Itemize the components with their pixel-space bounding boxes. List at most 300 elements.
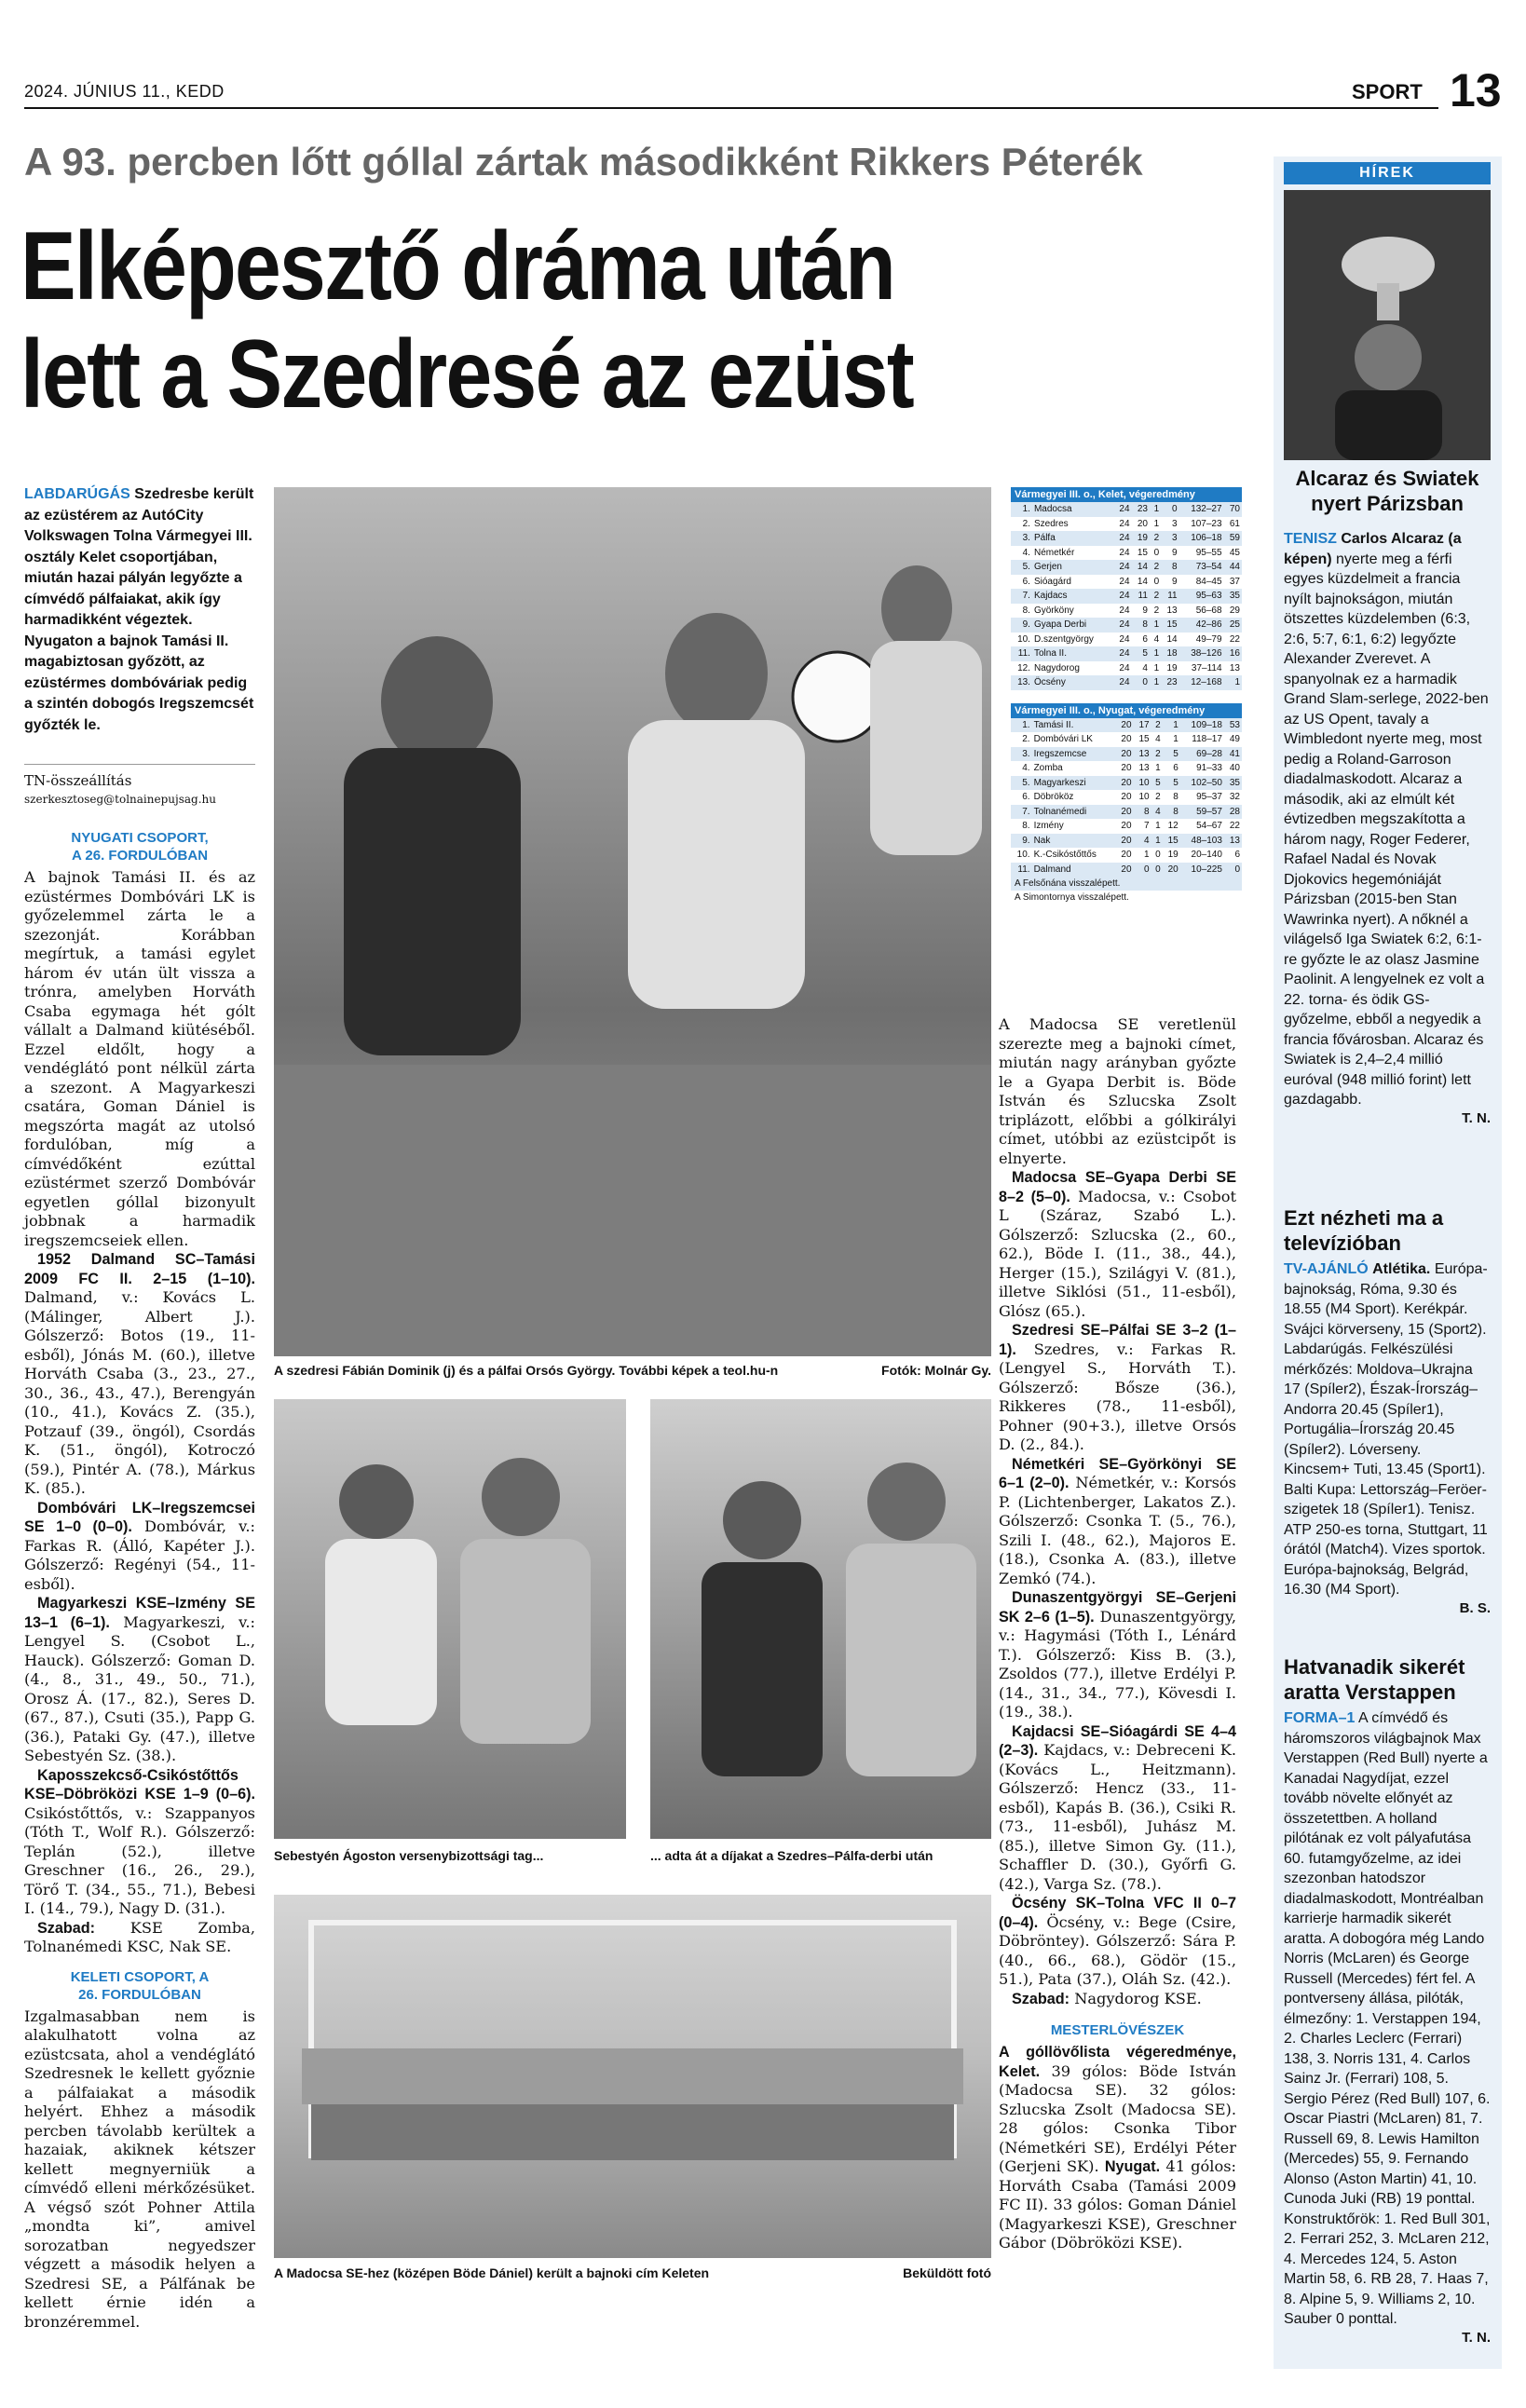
stat-cell: 19 [1166, 662, 1178, 673]
stat-cell: 15 [1138, 734, 1150, 745]
stat-cell: 1 [1150, 618, 1161, 633]
stat-cell: 70 [1224, 502, 1242, 517]
team-name-cell: Magyarkeszi [1032, 776, 1116, 791]
match-details: Dunaszentgyörgy, v.: Hagymási (Tóth I., Lénárd T.). Gólszerző: Kiss B. (3.), Zsoldos (77.), illetve Erdélyi P. (14., 31., 34., 77.), Kövesdi I. (19., 38.). [999, 1607, 1236, 1721]
team-name-cell: Öcsény [1032, 675, 1113, 690]
table-row [1011, 646, 1242, 661]
stat-cell: 15 [1163, 834, 1180, 849]
stat-cell: 8 [1173, 792, 1179, 803]
stat-cell: 12 [1167, 821, 1179, 832]
section-label: SPORT [1352, 80, 1423, 103]
stat-cell: 28 [1224, 805, 1242, 820]
stat-cell: 109–18 [1180, 718, 1224, 733]
stat-cell: 20–140 [1191, 850, 1222, 861]
story-headline: Hatvanadik sikerét aratta Verstappen [1284, 1655, 1465, 1704]
story-tag: TENISZ [1284, 531, 1337, 547]
stat-cell: 0 [1161, 502, 1179, 517]
stat-cell: 69–28 [1180, 747, 1224, 762]
match-heading: Németkéri SE–Györkönyi SE 6–1 (2–0). [999, 1455, 1236, 1491]
table-nyugat [1011, 718, 1242, 877]
match-heading: Dunaszentgyörgyi SE–Gerjeni SK 2–6 (1–5). [999, 1589, 1236, 1626]
table-row [1011, 575, 1242, 590]
lead-paragraph [24, 484, 255, 736]
match-details: Magyarkeszi, v.: Lengyel S. (Csobot L., Hauck). Gólszerző: Goman D. (4., 8., 31., 49., 50., 71.), Orosz Á. (17., 82.), Seres D. (67., 87.), Csuti (35.), Papp G. (36.), Pataki Gy. (47.), illetve Sebestyén Sz. (38.). [24, 1612, 255, 1764]
stat-cell: 10–225 [1180, 863, 1224, 877]
stat-cell: 0 [1151, 863, 1163, 877]
stat-cell: 4 [1142, 662, 1148, 673]
sidebar-story-tennis [1284, 466, 1491, 1126]
table-row [1011, 560, 1242, 575]
stat-cell: 2. [1022, 734, 1030, 745]
result-paragraph [24, 1594, 255, 1766]
stat-cell: 2 [1151, 747, 1163, 762]
stat-cell: 1 [1163, 718, 1180, 733]
story-signature: T. N. [1462, 2329, 1491, 2346]
stat-cell: 11 [1161, 589, 1179, 604]
sidebar-story-tv [1284, 1205, 1491, 1616]
stat-cell: 2 [1153, 605, 1160, 616]
stat-cell: 9. [1011, 618, 1032, 633]
match-heading: A góllövőlista végeredménye, Kelet. [999, 2044, 1236, 2080]
match-details: 39 gólos: Böde István (Madocsa SE). 32 gólos: Szlucska Zsolt (Madocsa SE). 28 gólos: Csonka Tibor (Németkéri SE), Erdélyi Péter (Gerjeni SK). [999, 2061, 1236, 2175]
stat-cell: 5. [1011, 560, 1032, 575]
kicker: A 93. percben lőtt góllal zártak másodikként Rikkers Péterék [24, 140, 1143, 184]
main-match-photo [274, 487, 991, 1356]
table-row [1011, 776, 1242, 791]
table-row [1011, 502, 1242, 517]
stat-cell: 38–126 [1179, 646, 1224, 661]
match-heading: Dombóvári LK–Iregszemcsei SE 1–0 (0–0). [24, 1499, 255, 1535]
subhead-scorers: MESTERLÖVÉSZEK [1050, 2022, 1185, 2038]
stat-cell: 24 [1119, 662, 1130, 673]
stat-cell: 24 [1113, 531, 1131, 546]
stat-cell: 20 [1121, 792, 1132, 803]
stat-cell: 1 [1153, 662, 1160, 673]
team-name-cell: Dalmand [1032, 863, 1116, 877]
table-row [1011, 661, 1242, 676]
stat-cell: 13 [1166, 605, 1178, 616]
story-tag: FORMA–1 [1284, 1710, 1356, 1726]
stat-cell: 17 [1134, 718, 1151, 733]
stat-cell: 6. [1022, 792, 1030, 803]
stat-cell: 15 [1137, 547, 1148, 558]
result-paragraph [24, 1919, 255, 1957]
stat-cell: 1. [1011, 502, 1032, 517]
stat-cell: 95–55 [1195, 547, 1222, 558]
page-number: 13 [1450, 64, 1502, 116]
table-note: A Simontornya visszalépett. [1015, 892, 1129, 903]
stat-cell: 25 [1224, 618, 1242, 633]
team-name-cell: Gerjen [1032, 560, 1113, 575]
stat-cell: 35 [1224, 589, 1242, 604]
table-row [1011, 675, 1242, 690]
team-name-cell: Nak [1032, 834, 1116, 849]
stat-cell: 24 [1113, 618, 1131, 633]
team-photo-illustration [274, 1895, 991, 2258]
match-details: Madocsa, v.: Csobot L (Száraz, Szabó L.). Gólszerző: Szlucska (2., 60., 62.), Böde I. (11., 38., 44.), Herger (15.), Szilágyi V. (81.), illetve Siklósi (51., 11-esből), Glósz (65.). [999, 1187, 1236, 1320]
stat-cell: 53 [1224, 718, 1242, 733]
stat-cell: 0 [1224, 863, 1242, 877]
match-heading: Magyarkeszi KSE–Izmény SE 13–1 (6–1). [24, 1595, 255, 1631]
stat-cell: 20 [1115, 747, 1133, 762]
stat-cell: 19 [1167, 850, 1179, 861]
table-row [1011, 732, 1242, 747]
match-details: KSE Zomba, Tolnanémedi KSC, Nak SE. [24, 1918, 255, 1955]
stat-cell: 11. [1011, 863, 1032, 877]
headline [20, 212, 1078, 429]
team-name-cell: Tamási II. [1032, 718, 1116, 733]
stat-cell: 95–37 [1196, 792, 1222, 803]
table-row [1011, 805, 1242, 820]
stat-cell: 1 [1150, 646, 1161, 661]
article-column-3 [999, 1015, 1236, 2253]
sidebar-story-f1 [1284, 1654, 1491, 2346]
stat-cell: 22 [1229, 821, 1240, 832]
stat-cell: 1 [1144, 850, 1150, 861]
stat-cell: 8. [1022, 821, 1030, 832]
table-row [1011, 618, 1242, 633]
stat-cell: 20 [1121, 821, 1132, 832]
stat-cell: 42–86 [1179, 618, 1224, 633]
stat-cell: 40 [1229, 763, 1240, 774]
story-bold: Carlos Alcaraz (a képen) [1284, 531, 1462, 567]
stat-cell: 2 [1150, 531, 1161, 546]
right-photo-caption: ... adta át a díjakat a Szedres–Pálfa-derbi után [650, 1848, 933, 1863]
team-name-cell: Zomba [1033, 763, 1063, 774]
table-row [1011, 848, 1242, 863]
paragraph: Izgalmasabban nem is alakulhatott volna az ezüstcsata, ahol a vendéglátó Szedresnek le kellett győznie a pálfaiakat a második helyért. Ehhez a második percben távolabb kerültek a hazaiak, akiknek kétszer kellett megnyerniük a címvédő elleni mérkőzésüket. A végső szót Pohner Attila „mondta ki”, amivel sorozatban negyedszer végzett a második helyen a Szedresi SE, a Pálfának be kellett érnie idén a bronzéremmel. [24, 2007, 255, 2331]
stat-cell: 6 [1173, 763, 1179, 774]
paragraph: A Madocsa SE veretlenül szerezte meg a bajnoki címet, miután nagy arányban győzte le a Gyapa Derbit is. Böde István és Szlucska Zsolt triplázott, előbbi a gólkirályi címet, utóbbi az ezüstcipőt is elnyerte. [999, 1015, 1236, 1167]
stat-cell: 20 [1121, 734, 1132, 745]
stat-cell: 12–168 [1179, 675, 1224, 690]
team-name-cell: Dombóvári LK [1033, 734, 1093, 745]
stat-cell: 24 [1113, 675, 1131, 690]
stat-cell: 73–54 [1179, 560, 1224, 575]
stat-cell: 5 [1132, 646, 1150, 661]
stat-cell: 14 [1166, 633, 1178, 645]
stat-cell: 20 [1115, 776, 1133, 791]
stat-cell: 54–67 [1196, 821, 1222, 832]
stat-cell: 24 [1113, 646, 1131, 661]
stat-cell: 41 [1224, 747, 1242, 762]
match-details: Öcsény, v.: Bege (Csire, Döbröntey). Gólszerző: Sára P. (40., 66., 68.), Gödör (15., 51.), Pata (37.), Oláh Sz. (42.). [999, 1912, 1236, 1988]
stat-cell: 59–57 [1180, 805, 1224, 820]
stat-cell: 35 [1224, 776, 1242, 791]
stat-cell: 49 [1229, 734, 1240, 745]
stat-cell: 8 [1134, 805, 1151, 820]
stat-cell: 4. [1022, 763, 1030, 774]
stat-cell: 5 [1163, 776, 1180, 791]
stat-cell: 0 [1153, 576, 1160, 587]
stat-cell: 9 [1172, 576, 1178, 587]
table-row [1011, 517, 1242, 532]
stat-cell: 0 [1153, 547, 1160, 558]
match-heading: Kajdacsi SE–Sióagárdi SE 4–4 (2–3). [999, 1722, 1236, 1759]
stat-cell: 2 [1150, 589, 1161, 604]
table-row [1011, 604, 1242, 619]
team-name-cell: Pálfa [1032, 531, 1113, 546]
team-name-cell: Madocsa [1032, 502, 1113, 517]
stat-cell: 18 [1161, 646, 1179, 661]
table-row [1011, 589, 1242, 604]
stat-cell: 91–33 [1196, 763, 1222, 774]
stat-cell: 12. [1017, 662, 1030, 673]
stat-cell: 29 [1229, 605, 1240, 616]
match-heading: Kaposszekcső-Csikóstőttős KSE–Döbröközi KSE 1–9 (0–6). [24, 1766, 255, 1803]
team-name-cell: Szedres [1033, 518, 1069, 529]
stat-cell: 49–79 [1195, 633, 1222, 645]
stat-cell: 14 [1137, 576, 1148, 587]
stat-cell: 45 [1229, 547, 1240, 558]
stat-cell: 1 [1150, 675, 1161, 690]
stat-cell: 4 [1155, 734, 1161, 745]
standings-tables [1011, 487, 1242, 905]
match-heading: Nyugat. [1104, 2158, 1161, 2175]
table-row [1011, 531, 1242, 546]
table-row [1011, 718, 1242, 733]
match-heading: Szedresi SE–Pálfai SE 3–2 (1–1). [999, 1322, 1236, 1358]
team-photo-credit: Beküldött fotó [903, 2265, 991, 2280]
result-paragraph [999, 1321, 1236, 1455]
stat-cell: 10. [1017, 633, 1030, 645]
main-photo-credit: Fotók: Molnár Gy. [881, 1363, 991, 1378]
stat-cell: 61 [1229, 518, 1240, 529]
stat-cell: 11 [1132, 589, 1150, 604]
stat-cell: 4 [1134, 834, 1151, 849]
team-name-cell: Tolna II. [1032, 646, 1113, 661]
table-row [1011, 633, 1242, 647]
stat-cell: 132–27 [1179, 502, 1224, 517]
stat-cell: 37–114 [1191, 662, 1222, 673]
stat-cell: 24 [1113, 589, 1131, 604]
stat-cell: 10. [1016, 850, 1030, 861]
table-kelet-title: Vármegyei III. o., Kelet, végeredmény [1011, 487, 1242, 502]
result-paragraph [24, 1766, 255, 1919]
stat-cell: 9. [1011, 834, 1032, 849]
team-photo [274, 1895, 991, 2258]
match-details: Németkér, v.: Korsós P. (Lichtenberger, Lakatos Z.). Gólszerző: Csonka T. (5., 76.), Szili I. (48., 62.), Majoros E. (18.), Csonka A. (83.), illetve Zemkó (74.). [999, 1474, 1236, 1587]
stat-cell: 9 [1142, 605, 1148, 616]
stat-cell: 3. [1011, 747, 1032, 762]
stat-cell: 20 [1115, 834, 1133, 849]
table-row [1011, 761, 1242, 776]
result-paragraph [999, 1168, 1236, 1321]
stat-cell: 56–68 [1195, 605, 1222, 616]
team-name-cell: Tolnanémedi [1032, 805, 1116, 820]
lead-text: Szedresbe került az ezüstérem az AutóCity Volkswagen Tolna Vármegyei III. osztály Kelet csoportjában, miután hazai pályán legyőzte a címvédő pálfaiakat, akik így harmadikként végeztek. Nyugaton a bajnok Tamási II. magabiztosan győzött, az ezüstérmes dombóváriak pedig a szintén dobogós Iregszemcsét győzték le. [24, 486, 254, 733]
stat-cell: 2 [1150, 560, 1161, 575]
story-bold: Atlétika. [1372, 1261, 1431, 1277]
team-name-cell: Iregszemcse [1032, 747, 1116, 762]
stat-cell: 24 [1113, 560, 1131, 575]
stat-cell: 20 [1121, 850, 1132, 861]
story-text [1284, 529, 1491, 1110]
award-photo-right [650, 1399, 991, 1839]
match-details: Kajdacs, v.: Debreceni K. (Kovács L., Heitzmann). Gólszerző: Hencz (33., 11-esből), Kapás B. (36.), Csiki R. (73., 11-esből), Juhász M. (85.), illetve Simon Gy. (11.), Schaffler D. (30.), Győrfi G. (42.), Varga Sz. (78.). [999, 1741, 1236, 1893]
stat-cell: 1 [1155, 763, 1161, 774]
stat-cell: 10 [1138, 792, 1150, 803]
result-paragraph [999, 1588, 1236, 1722]
byline-name: TN-összeállítás [24, 772, 132, 789]
stat-cell: 20 [1163, 863, 1180, 877]
trophy-photo-illustration [1284, 190, 1491, 460]
stat-cell: 24 [1119, 576, 1130, 587]
stat-cell: 16 [1224, 646, 1242, 661]
stat-cell: 20 [1115, 718, 1133, 733]
stat-cell: 107–23 [1191, 518, 1222, 529]
team-name-cell: Györköny [1033, 605, 1074, 616]
subhead-nyugat: NYUGATI CSOPORT, A 26. FORDULÓBAN [71, 830, 209, 864]
stat-cell: 13 [1138, 763, 1150, 774]
stat-cell: 32 [1229, 792, 1240, 803]
stat-cell: 4 [1153, 633, 1160, 645]
story-body: nyerte meg a férfi egyes küzdelmeit a francia nyílt bajnokságon, miután ötszettes küzdelemben (6:3, 2:6, 5:7, 6:1, 6:2) legyőzte Alexander Zverevet. A spanyolnak ez a harmadik Grand Slam-serlege, 2022-ben az US Opent, tavaly a Wimbledont nyerte meg, most pedig a Roland-Garroson diadalmaskodott. Alcaraz a második, aki az elmúlt két évtizedben megszakította a három nagy, Roger Federer, Rafael Nadal és Novak Djokovics hegemóniáját Párizsban (2015-ben Stan Wawrinka nyert). A nőknél a világelső Iga Swiatek 6:2, 6:1-re győzte le az olasz Jasmine Paolinit. A lengyelnek ez volt a 22. torna- és ödik GS-győzelme, ebből a negyedik a francia fővárosban. Alcaraz és Swiatek is 2,4–2,4 millió euróval (948 millió forint) lett gazdagabb. [1284, 551, 1489, 1108]
byline [24, 764, 255, 806]
result-paragraph [999, 1455, 1236, 1589]
stat-cell: 48–103 [1180, 834, 1224, 849]
story-body: A címvédő és háromszoros világbajnok Max Verstappen (Red Bull) nyerte a Kanadai Nagydíjat, ezzel tovább növelte előnyét az összetettben. A holland pilótának ez volt pályafutása 60. futamgyőzelme, az idei szezonban hatodszor diadalmaskodott, Montréalban karrierje harmadik sikerét aratta. A dobogóra még Lando Norris (McLaren) és George Russell (Mercedes) fért fel. A pontverseny állása, pilóták, élmezőny: 1. Verstappen 194, 2. Charles Leclerc (Ferrari) 138, 3. Norris 131, 4. Carlos Sainz Jr. (Ferrari) 108, 5. Sergio Pérez (Red Bull) 107, 6. Oscar Piastri (McLaren) 81, 7. Russell 69, 8. Lewis Hamilton (Mercedes) 55, 9. Fernando Alonso (Aston Martin) 41, 10. Cunoda Juki (RB) 19 ponttal. Konstruktőrök: 1. Red Bull 301, 2. Ferrari 252, 3. McLaren 212, 4. Mercedes 124, 5. Aston Martin 58, 6. RB 28, 7. Haas 7, 8. Alpine 5, 9. Williams 2, 10. Sauber 0 ponttal. [1284, 1710, 1491, 2327]
stat-cell: 2 [1151, 718, 1163, 733]
match-details: Szedres, v.: Farkas R. (Lengyel S., Horváth T.). Gólszerző: Bősze (36.), Rikkeres (78., 11-esből), Pohner (90+3.), illetve Orsós D. (2., 84.). [999, 1340, 1236, 1453]
team-name-cell: Izmény [1033, 821, 1064, 832]
result-paragraph [999, 1990, 1236, 2009]
lead-tag: LABDARÚGÁS [24, 486, 130, 502]
stat-cell: 4. [1022, 547, 1030, 558]
stat-cell: 1 [1155, 821, 1161, 832]
match-details: Nagydorog KSE. [1074, 1989, 1202, 2007]
subhead-kelet: KELETI CSOPORT, A 26. FORDULÓBAN [70, 1968, 210, 2003]
story-tag: TV-AJÁNLÓ [1284, 1261, 1369, 1277]
stat-cell: 5 [1163, 747, 1180, 762]
stat-cell: 19 [1132, 531, 1150, 546]
table-note: A Felsőnána visszalépett. [1011, 877, 1242, 891]
main-photo-caption: A szedresi Fábián Dominik (j) és a pálfai Orsós György. További képek a teol.hu-n [274, 1363, 779, 1378]
table-row [1011, 546, 1242, 561]
stat-cell: 95–63 [1179, 589, 1224, 604]
stat-cell: 3. [1011, 531, 1032, 546]
match-details: 41 gólos: Horváth Csaba (Tamási 2009 FC II). 33 gólos: Goman Dániel (Magyarkeszi KSE), Greschner Gábor (Döbröközi KSE). [999, 2157, 1236, 2252]
table-row [1011, 819, 1242, 834]
table-kelet [1011, 502, 1242, 690]
stat-cell: 20 [1115, 805, 1133, 820]
stat-cell: 0 [1134, 863, 1151, 877]
stat-cell: 2. [1022, 518, 1030, 529]
stat-cell: 6. [1022, 576, 1030, 587]
story-headline: Ezt nézheti ma a televízióban [1284, 1206, 1444, 1255]
award-photo-right-illustration [650, 1399, 991, 1839]
stat-cell: 4 [1151, 805, 1163, 820]
team-name-cell: Nagydorog [1033, 662, 1080, 673]
stat-cell: 1. [1011, 718, 1032, 733]
stat-cell: 8 [1132, 618, 1150, 633]
sidebar-label: HÍREK [1284, 162, 1491, 184]
stat-cell: 24 [1119, 605, 1130, 616]
table-row [1011, 790, 1242, 805]
stat-cell: 59 [1224, 531, 1242, 546]
paragraph: A bajnok Tamási II. és az ezüstérmes Dombóvári LK is győzelemmel zárta le a szezonját. Korábban megírtuk, a tamási egylet három év után ült vissza a trónra, amelyben Horváth Csaba egymaga hét gólt vállalt a Dalmand kiütéséből. Ezzel eldőlt, hogy a vendéglátó pont nélkül zárta a szezont. A Magyarkeszi csatára, Goman Dániel is megszórta magát az utolsó fordulóban, míg a címvédőként ezúttal ezüstérmet szerző Dombóvár egyetlen góllal bizonyult jobbnak a harmadik iregszemcseiek ellen. [24, 868, 255, 1249]
stat-cell: 7 [1144, 821, 1150, 832]
match-details: Dalmand, v.: Kovács L. (Málinger, Albert J.). Gólszerző: Botos (19., 11-esből), Jónás M. (60.), illetve Horváth Csaba (3., 23., 27., 30., 36., 43., 47.), Berengyán (10., 41.), Kovács Z. (35.), Potzauf (39., öngól), Csordás K. (51., öngól), Kotroczó (59.), Pintér A. (78.), Márkus K. (85.). [24, 1288, 255, 1497]
stat-cell: 5 [1151, 776, 1163, 791]
team-name-cell: K.-Csikóstőttős [1033, 850, 1097, 861]
team-name-cell: Döbrököz [1033, 792, 1074, 803]
table-row [1011, 834, 1242, 849]
match-heading: 1952 Dalmand SC–Tamási 2009 FC II. 2–15 (1–10). [24, 1251, 255, 1287]
result-paragraph [999, 1722, 1236, 1895]
stat-cell: 13. [1011, 675, 1032, 690]
result-paragraph [999, 2043, 1236, 2253]
stat-cell: 44 [1224, 560, 1242, 575]
byline-email: szerkesztoseg@tolnainepujsag.hu [24, 793, 216, 806]
stat-cell: 84–45 [1195, 576, 1222, 587]
story-signature: B. S. [1459, 1599, 1491, 1616]
stat-cell: 2 [1155, 792, 1161, 803]
header-rule [24, 107, 1438, 109]
match-heading: Madocsa SE–Gyapa Derbi SE 8–2 (5–0). [999, 1169, 1236, 1205]
stat-cell: 20 [1121, 763, 1132, 774]
stat-cell: 3 [1172, 518, 1178, 529]
article-column-1 [24, 829, 255, 2332]
stat-cell: 0 [1132, 675, 1150, 690]
award-photo-left [274, 1399, 626, 1839]
stat-cell: 3 [1161, 531, 1179, 546]
team-name-cell: Gyapa Derbi [1032, 618, 1113, 633]
stat-cell: 23 [1132, 502, 1150, 517]
team-name-cell: Németkér [1033, 547, 1075, 558]
match-heading: Öcsény SK–Tolna VFC II 0–7 (0–4). [999, 1895, 1236, 1931]
story-text [1284, 1708, 1491, 2330]
result-paragraph [24, 1250, 255, 1499]
table-row [1011, 747, 1242, 762]
stat-cell: 7. [1011, 589, 1032, 604]
stat-cell: 9 [1172, 547, 1178, 558]
stat-cell: 6 [1142, 633, 1148, 645]
stat-cell: 20 [1137, 518, 1148, 529]
stat-cell: 1 [1150, 502, 1161, 517]
stat-cell: 22 [1229, 633, 1240, 645]
stat-cell: 1 [1173, 734, 1179, 745]
stat-cell: 1 [1151, 834, 1163, 849]
stat-cell: 10 [1134, 776, 1151, 791]
team-photo-caption: A Madocsa SE-hez (középen Böde Dániel) került a bajnoki cím Keleten [274, 2265, 710, 2280]
match-heading: Szabad: [37, 1919, 96, 1937]
headline-line-2: lett a Szedresé az ezüst [20, 320, 913, 429]
team-name-cell: Sióagárd [1033, 576, 1071, 587]
team-name-cell: D.szentgyörgy [1033, 633, 1094, 645]
story-text [1284, 1259, 1491, 1600]
stat-cell: 13 [1134, 747, 1151, 762]
stat-cell: 37 [1229, 576, 1240, 587]
stat-cell: 24 [1119, 518, 1130, 529]
stat-cell: 8. [1022, 605, 1030, 616]
story-body: Európa-bajnokság, Róma, 9.30 és 18.55 (M4 Sport). Kerékpár. Svájci körverseny, 15 (Sport2). Labdarúgás. Felkészülési mérkőzés: Moldova–Ukrajna 17 (Spíler2), Észak-Írország–Andorra 20.45 (Spíler1), Portugália–Írország 20.45 (Spíler2). Lóverseny. Kincsem+ Tuti, 13.45 (Sport1). Balti Kupa: Lettország–Feröer-szigetek 18 (Spíler1). Tenisz. ATP 250-es torna, Stuttgart, 11 órától (Match4). Vizes sportok. Európa-bajnokság, Belgrád, 16.30 (M4 Sport). [1284, 1261, 1488, 1598]
stat-cell: 0 [1155, 850, 1161, 861]
issue-date: 2024. JÚNIUS 11., KEDD [24, 82, 225, 101]
stat-cell: 7. [1011, 805, 1032, 820]
stat-cell: 13 [1224, 834, 1242, 849]
match-photo-illustration [274, 487, 991, 1356]
match-heading: Szabad: [1012, 1990, 1070, 2007]
stat-cell: 23 [1161, 675, 1179, 690]
story-headline: Alcaraz és Swiatek nyert Párizsban [1295, 467, 1479, 515]
award-photo-left-illustration [274, 1399, 626, 1839]
stat-cell: 24 [1119, 547, 1130, 558]
stat-cell: 15 [1161, 618, 1179, 633]
stat-cell: 5. [1011, 776, 1032, 791]
stat-cell: 24 [1113, 502, 1131, 517]
match-details: Csikóstőttős, v.: Szappanyos (Tóth T., Wolf R.). Gólszerző: Teplán (52.), illetve Greschner (16., 26., 29.), Törő T. (34., 55., 71.), Bebesi I. (14., 79.), Nagy D. (31.). [24, 1803, 255, 1917]
